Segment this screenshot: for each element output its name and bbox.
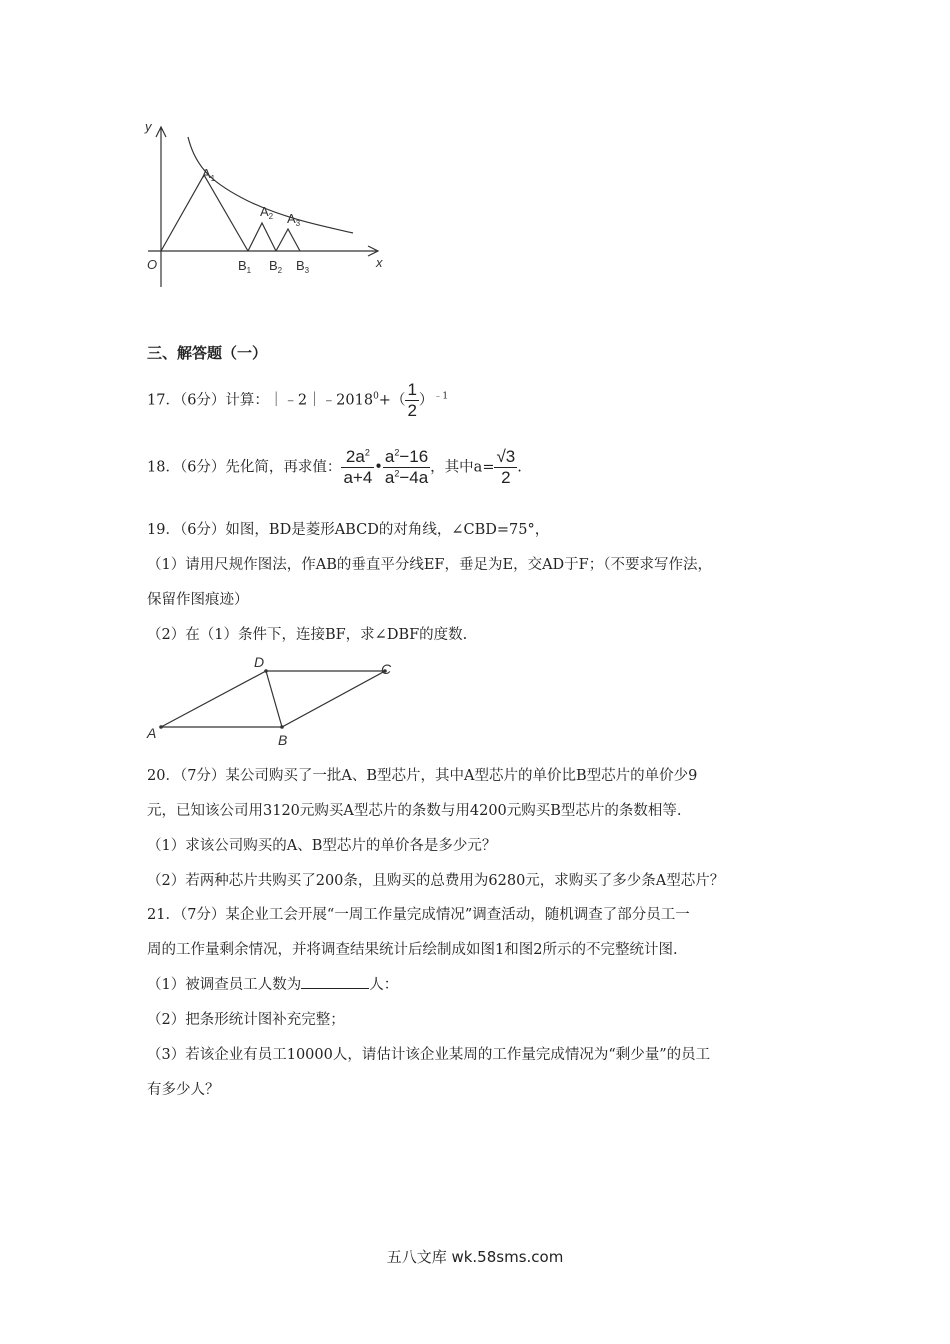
q20-line3: （1）求该公司购买的A、B型芯片的单价各是多少元？ bbox=[147, 838, 497, 854]
fraction-half: $\frac{1}{2}$ bbox=[407, 380, 417, 420]
label-a2: $A_2$ bbox=[260, 204, 274, 221]
q21-line2: 周的工作量剩余情况，并将调查结果统计后绘制成如图1和图2所示的不完整统计图. bbox=[147, 942, 678, 958]
label-b2: $B_2$ bbox=[269, 258, 283, 275]
label-a: A bbox=[147, 725, 157, 741]
fraction-sqrt3: $\frac{√3}{2}$ bbox=[496, 447, 516, 487]
label-a3: $A_3$ bbox=[287, 211, 301, 228]
question-18: 18．（6分）先化简，再求值： $\frac{2a^2}{a+4}$ • $\frac{a^2-16}{a^2-4a}$ ，其中a= $\frac{√3}{2}$ . bbox=[147, 447, 522, 487]
footer-watermark: 五八文库 wk.58sms.com bbox=[386, 1248, 564, 1266]
fraction-2: $\frac{a^2-16}{a^2-4a}$ bbox=[384, 447, 429, 487]
y-axis-label: y bbox=[145, 119, 152, 134]
q21-line4: （2）把条形统计图补充完整； bbox=[147, 1012, 345, 1028]
label-c: C bbox=[381, 661, 392, 677]
label-b3: $B_3$ bbox=[296, 258, 310, 275]
q19-line1: 19．（6分）如图，BD是菱形ABCD的对角线，∠CBD=75°， bbox=[147, 522, 550, 538]
label-a1: $A_1$ bbox=[202, 166, 216, 183]
q21-line5: （3）若该企业有员工10000人，请估计该企业某周的工作量完成情况为“剩少量”的员工 bbox=[147, 1047, 711, 1063]
section-title: 三、解答题（一） bbox=[147, 344, 268, 362]
q21-line1: 21．（7分）某企业工会开展“一周工作量完成情况”调查活动，随机调查了部分员工一 bbox=[147, 907, 690, 923]
rhombus-abcd bbox=[161, 671, 385, 727]
hyperbola-figure bbox=[138, 115, 398, 295]
label-b: B bbox=[278, 732, 288, 748]
x-axis-label: x bbox=[376, 255, 383, 270]
triangle-2 bbox=[248, 223, 276, 251]
label-d: D bbox=[254, 654, 265, 670]
label-b1: $B_1$ bbox=[238, 258, 252, 275]
fraction-1: $\frac{2a^2}{a+4}$ bbox=[343, 447, 373, 487]
q21-line6: 有多少人？ bbox=[147, 1082, 220, 1098]
question-17: 17．（6分）计算：$|﹣2|﹣2018^0+$（ $\frac{1}{2}$ ）$^{﹣1}$ bbox=[147, 380, 449, 420]
triangle-3 bbox=[276, 229, 300, 251]
q20-line1: 20．（7分）某公司购买了一批A、B型芯片，其中A型芯片的单价比B型芯片的单价少9 bbox=[147, 768, 698, 784]
q19-line2: （1）请用尺规作图法，作AB的垂直平分线EF，垂足为E，交AD于F；（不要求写作法， bbox=[147, 557, 712, 573]
answer-blank bbox=[301, 974, 369, 989]
q20-line4: （2）若两种芯片共购买了200条，且购买的总费用为6280元，求购买了多少条A型芯片？ bbox=[147, 873, 725, 889]
origin-label: O bbox=[147, 257, 158, 272]
q20-line2: 元，已知该公司用3120元购买A型芯片的条数与用4200元购买B型芯片的条数相等. bbox=[147, 803, 682, 819]
q21-line3: （1）被调查员工人数为 人： bbox=[147, 973, 398, 994]
q19-line4: （2）在（1）条件下，连接BF，求∠DBF的度数. bbox=[147, 627, 468, 643]
diagonal-bd bbox=[266, 671, 282, 727]
q19-line3: 保留作图痕迹） bbox=[147, 592, 249, 608]
triangle-1 bbox=[161, 175, 248, 251]
rhombus-figure bbox=[140, 650, 410, 750]
